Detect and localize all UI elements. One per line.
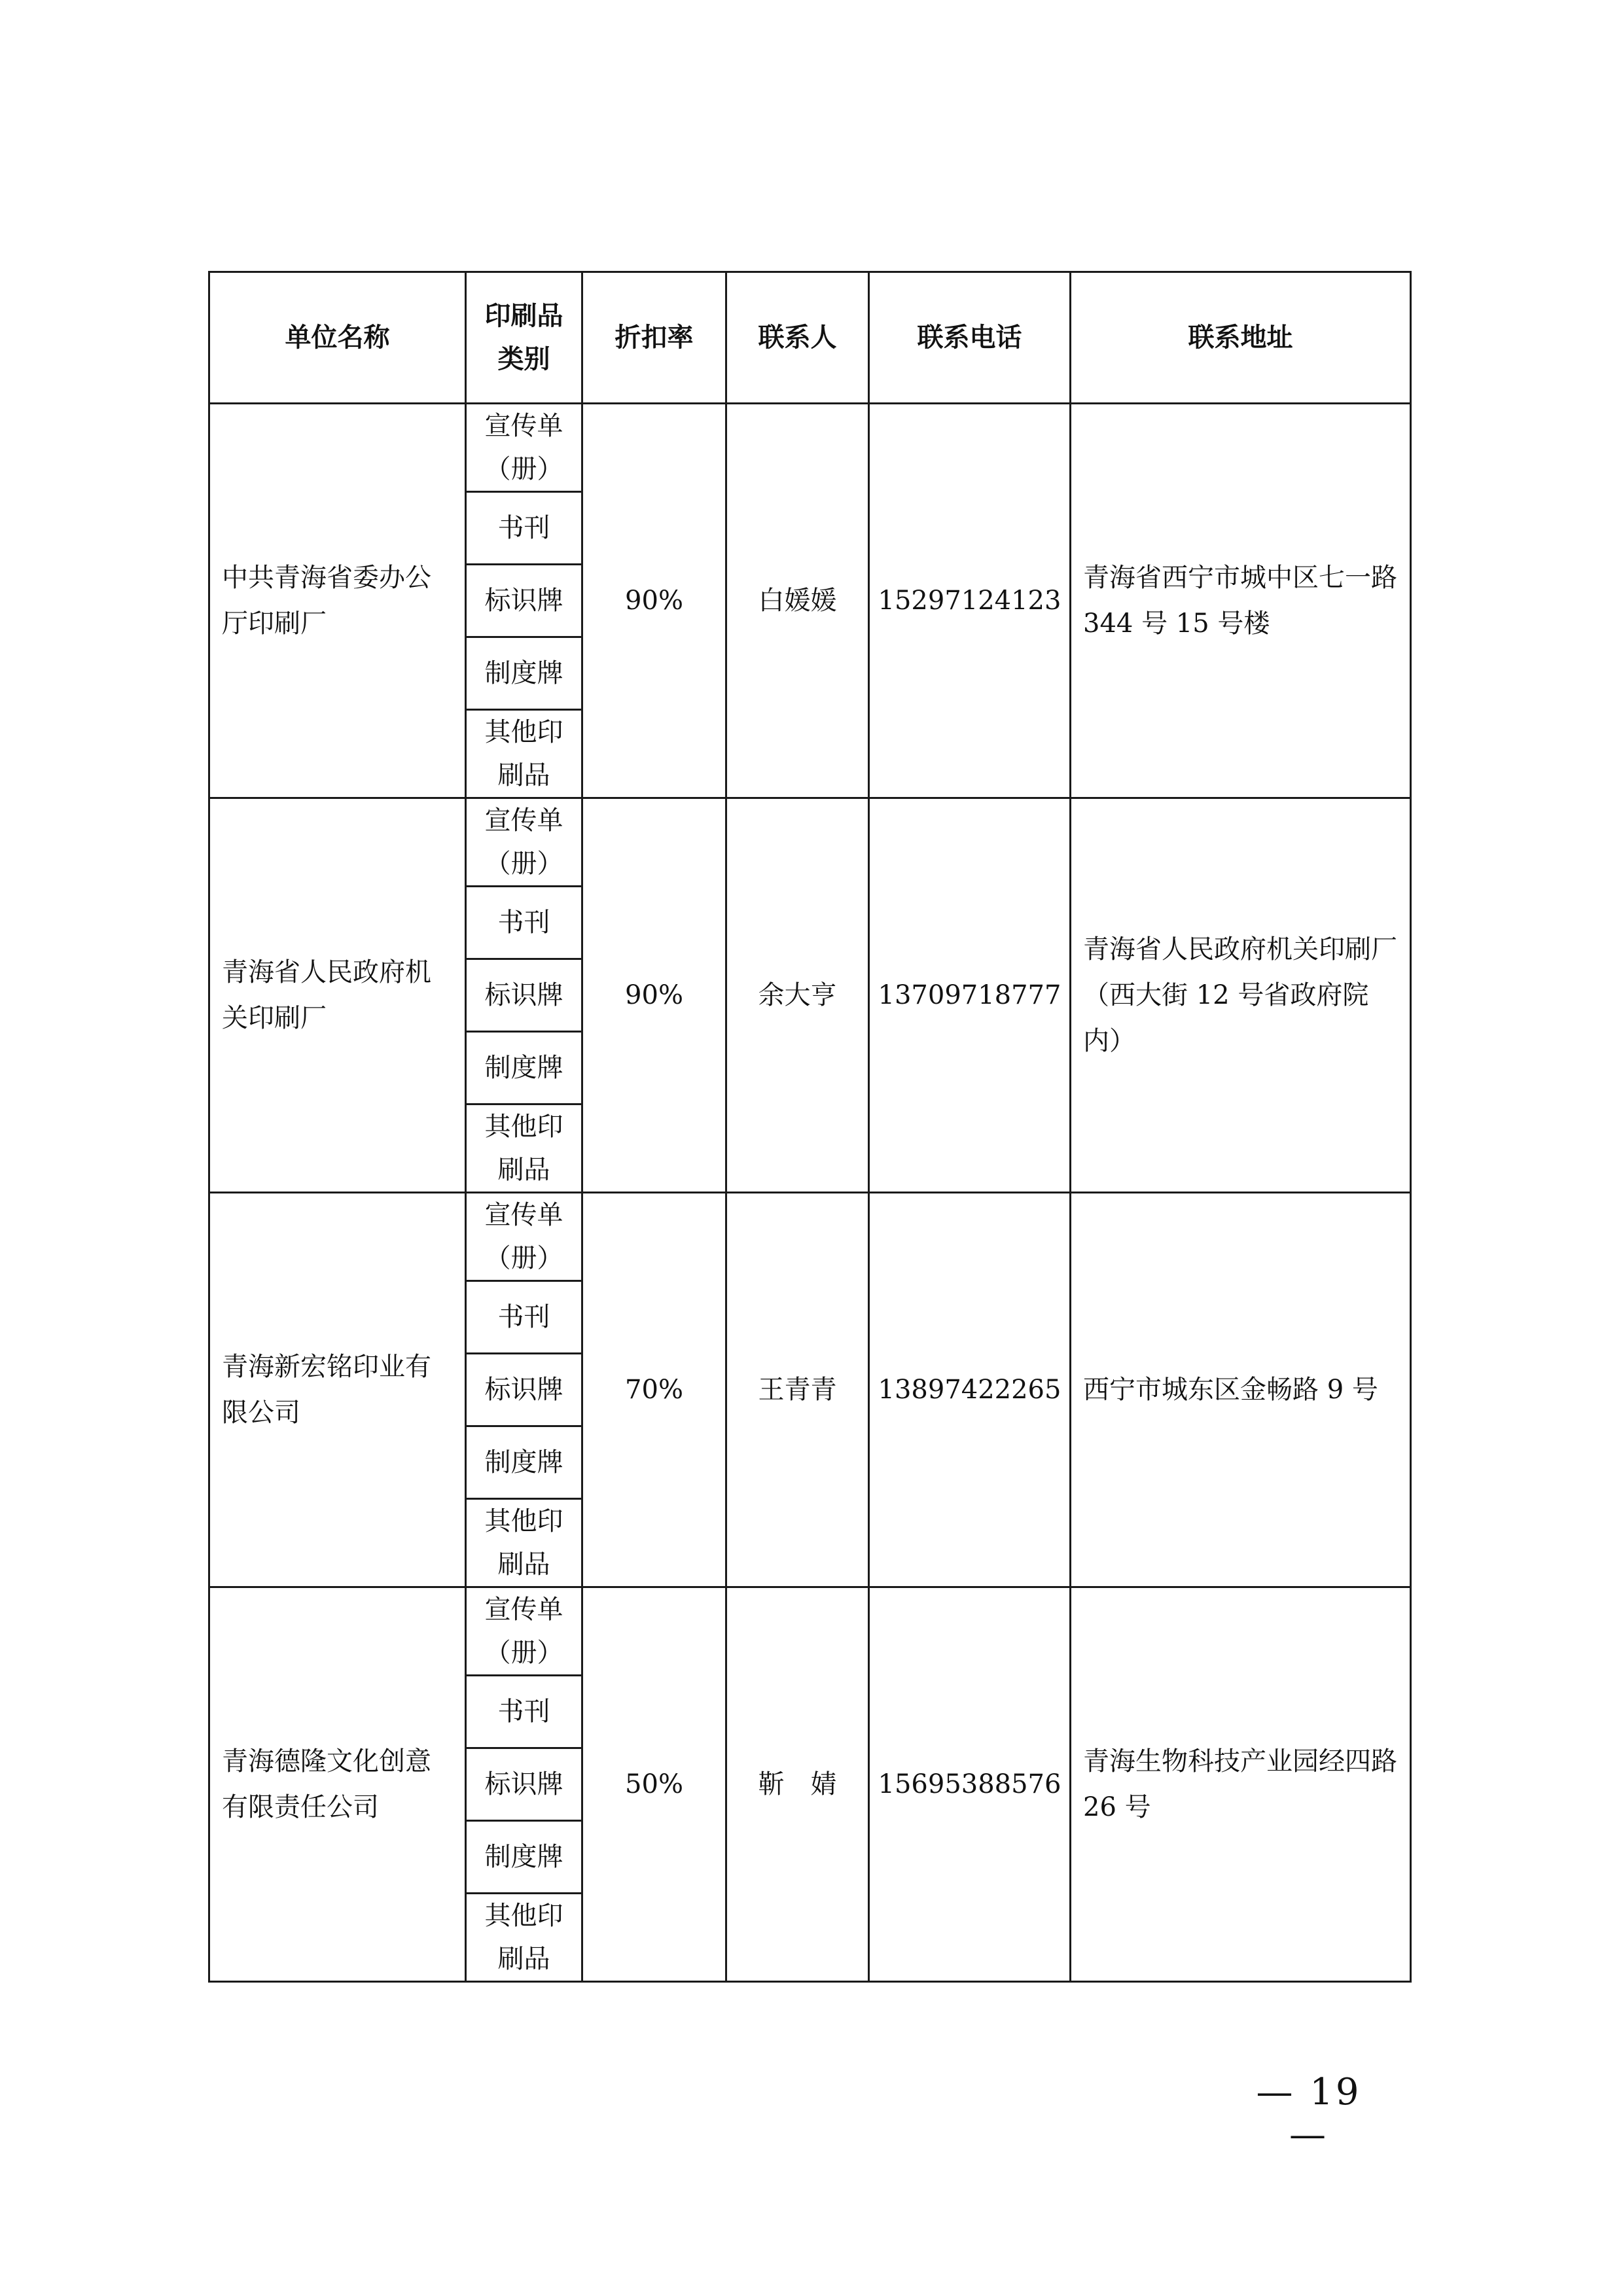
address-cell: 青海省人民政府机关印刷厂（西大街 12 号省政府院内） — [1071, 798, 1411, 1193]
category-cell — [466, 1032, 582, 1104]
category-label: 标识牌 — [484, 1769, 563, 1799]
category-cell — [466, 1821, 582, 1894]
table-row — [209, 1193, 1411, 1281]
phone-cell: 15297124123 — [869, 404, 1071, 798]
category-cell — [466, 959, 582, 1032]
category-cell — [466, 1193, 582, 1281]
category-label: 书刊 — [497, 908, 550, 938]
unit-name-cell: 中共青海省委办公厅印刷厂 — [209, 404, 466, 798]
category-cell — [466, 404, 582, 492]
category-cell — [466, 1748, 582, 1821]
category-label: 标识牌 — [484, 980, 563, 1010]
printing-vendor-table — [208, 271, 1412, 1983]
table-header-row — [209, 272, 1411, 404]
category-label: 其他印刷品 — [484, 1901, 563, 1974]
header-unit-name: 单位名称 — [209, 272, 466, 404]
address-cell: 西宁市城东区金畅路 9 号 — [1071, 1193, 1411, 1587]
category-label: 宣传单（册） — [484, 1595, 563, 1668]
category-label: 标识牌 — [484, 586, 563, 616]
category-label: 书刊 — [497, 1697, 550, 1727]
category-cell — [466, 798, 582, 887]
category-label: 其他印刷品 — [484, 717, 563, 790]
unit-name-cell: 青海省人民政府机关印刷厂 — [209, 798, 466, 1193]
category-label: 书刊 — [497, 1302, 550, 1332]
category-label: 宣传单（册） — [484, 411, 563, 484]
phone-cell: 13709718777 — [869, 798, 1071, 1193]
contact-cell: 余大亨 — [726, 798, 869, 1193]
category-cell — [466, 1499, 582, 1587]
category-label: 书刊 — [497, 513, 550, 543]
table-row — [209, 798, 1411, 887]
contact-cell: 白媛媛 — [726, 404, 869, 798]
table-row — [209, 404, 1411, 492]
header-contact: 联系人 — [726, 272, 869, 404]
category-cell — [466, 1894, 582, 1982]
category-label: 制度牌 — [484, 658, 563, 688]
discount-cell: 70% — [582, 1193, 726, 1587]
header-print-category-label: 印刷品类别 — [484, 301, 563, 374]
address-cell: 青海省西宁市城中区七一路 344 号 15 号楼 — [1071, 404, 1411, 798]
category-label: 制度牌 — [484, 1842, 563, 1872]
header-phone: 联系电话 — [869, 272, 1071, 404]
header-print-category — [466, 272, 582, 404]
phone-cell: 13897422265 — [869, 1193, 1071, 1587]
category-label: 标识牌 — [484, 1375, 563, 1405]
table-body — [209, 404, 1411, 1982]
category-label: 制度牌 — [484, 1053, 563, 1083]
table-row — [209, 1587, 1411, 1676]
unit-name-cell: 青海新宏铭印业有限公司 — [209, 1193, 466, 1587]
category-label: 宣传单（册） — [484, 1200, 563, 1273]
category-cell — [466, 1354, 582, 1426]
category-cell — [466, 1676, 582, 1748]
address-cell: 青海生物科技产业园经四路 26 号 — [1071, 1587, 1411, 1982]
category-cell — [466, 1426, 582, 1499]
discount-cell: 90% — [582, 798, 726, 1193]
category-cell — [466, 1104, 582, 1193]
discount-cell: 50% — [582, 1587, 726, 1982]
category-cell — [466, 710, 582, 798]
page-number: — 19 — — [1256, 2071, 1362, 2156]
category-cell — [466, 1587, 582, 1676]
category-label: 其他印刷品 — [484, 1506, 563, 1580]
contact-cell: 王青青 — [726, 1193, 869, 1587]
header-discount: 折扣率 — [582, 272, 726, 404]
phone-cell: 15695388576 — [869, 1587, 1071, 1982]
category-cell — [466, 887, 582, 959]
category-cell — [466, 1281, 582, 1354]
contact-cell: 靳 婧 — [726, 1587, 869, 1982]
header-address: 联系地址 — [1071, 272, 1411, 404]
category-cell — [466, 492, 582, 565]
category-cell — [466, 637, 582, 710]
discount-cell: 90% — [582, 404, 726, 798]
category-cell — [466, 565, 582, 637]
category-label: 制度牌 — [484, 1447, 563, 1477]
category-label: 其他印刷品 — [484, 1112, 563, 1185]
category-label: 宣传单（册） — [484, 805, 563, 879]
unit-name-cell: 青海德隆文化创意有限责任公司 — [209, 1587, 466, 1982]
